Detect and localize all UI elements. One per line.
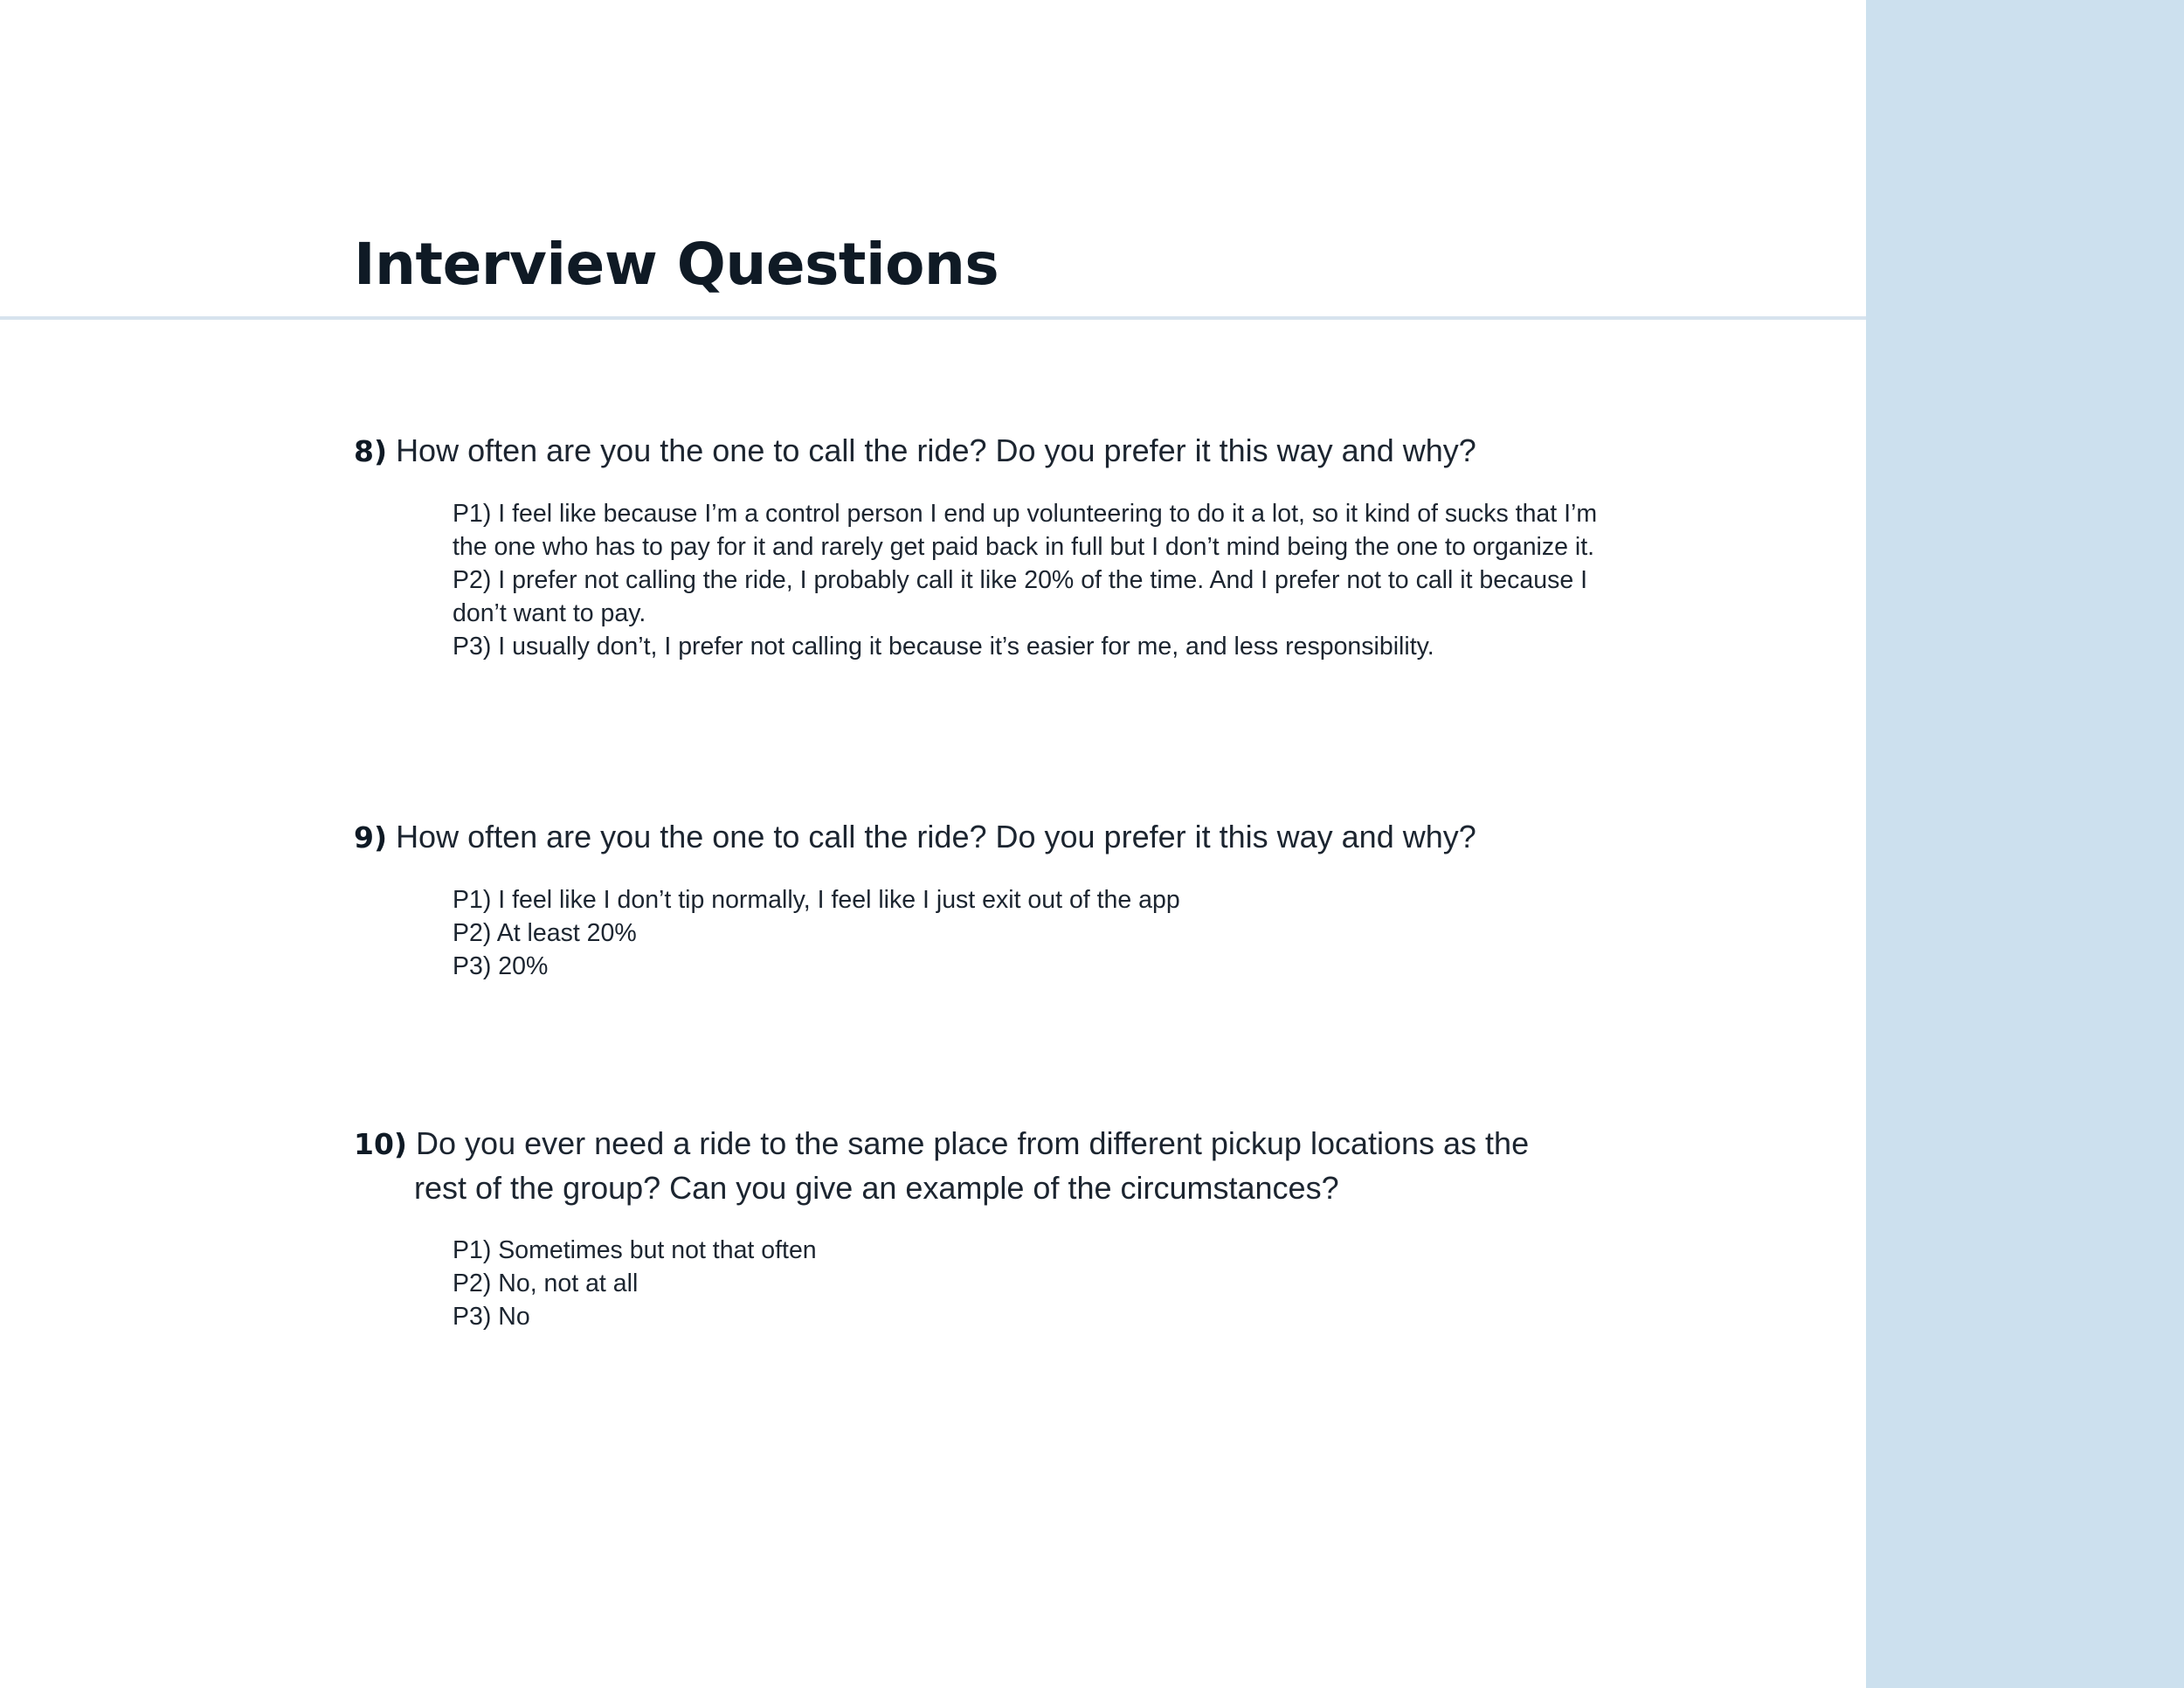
question-block-9 [354, 815, 1664, 983]
question-number: 10) [354, 1127, 408, 1161]
question-block-10 [354, 1122, 1664, 1333]
question-text: How often are you the one to call the ride? Do you prefer it this way and why? [396, 432, 1476, 468]
answer-p2: P2) I prefer not calling the ride, I probably call it like 20% of the time. And I prefer not to call it because I don’t want to pay. [453, 566, 1588, 627]
answer-list [453, 1234, 1614, 1333]
question-block-8 [354, 429, 1664, 663]
answer-p1: P1) I feel like because I’m a control person I end up volunteering to do it a lot, so it kind of sucks that I’m the one who has to pay for it and rarely get paid back in full but I don’t mind being the one to organize it. [453, 500, 1598, 561]
side-panel [1866, 0, 2184, 1688]
question-10 [354, 1122, 1664, 1210]
question-8 [354, 429, 1664, 474]
question-text: Do you ever need a ride to the same place from different pickup locations as the [416, 1125, 1530, 1161]
question-text-continued: rest of the group? Can you give an example of the circumstances? [414, 1170, 1339, 1206]
page-title: Interview Questions [354, 231, 999, 298]
answer-p1: P1) I feel like I don’t tip normally, I feel like I just exit out of the app [453, 886, 1180, 914]
answer-p3: P3) 20% [453, 952, 549, 980]
answer-p3: P3) No [453, 1303, 530, 1331]
question-9 [354, 815, 1664, 860]
answer-p1: P1) Sometimes but not that often [453, 1236, 817, 1264]
answer-p3: P3) I usually don’t, I prefer not calling it because it’s easier for me, and less responsibility. [453, 633, 1434, 661]
answer-list [453, 883, 1614, 983]
question-text: How often are you the one to call the ride? Do you prefer it this way and why? [396, 819, 1476, 854]
question-number: 9) [354, 820, 388, 854]
answer-list [453, 497, 1614, 663]
answer-p2: P2) At least 20% [453, 919, 637, 947]
title-divider [0, 316, 1866, 320]
question-number: 8) [354, 434, 388, 468]
answer-p2: P2) No, not at all [453, 1269, 639, 1297]
